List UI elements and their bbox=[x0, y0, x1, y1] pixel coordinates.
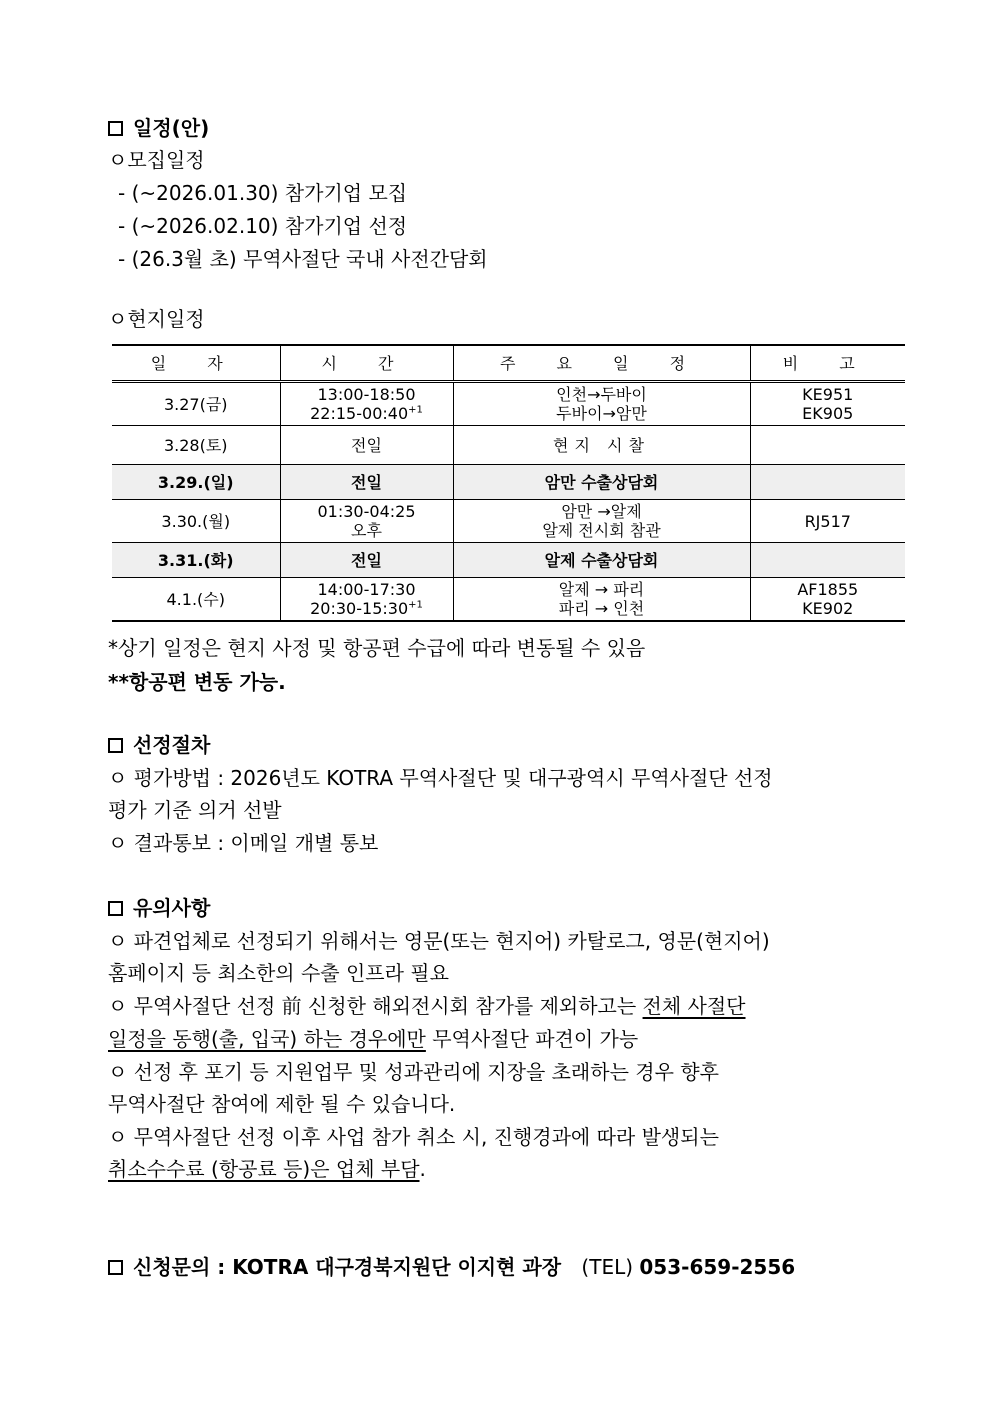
flight-number: EK905 bbox=[802, 404, 854, 423]
checkbox-square-icon bbox=[108, 901, 123, 916]
contact-label: 신청문의 : KOTRA 대구경북지원단 이지현 과장 bbox=[133, 1255, 562, 1279]
time-line: 13:00-18:50 bbox=[317, 385, 416, 404]
flight-number: AF1855 bbox=[797, 580, 859, 599]
cell-event: 암만 수출상담회 bbox=[453, 465, 750, 500]
header-note: 비 고 bbox=[750, 345, 905, 382]
time-line: $22:15-00:40^{+1}$ bbox=[310, 404, 423, 423]
table-row bbox=[112, 578, 905, 622]
recruit-heading: ㅇ모집일정 bbox=[108, 148, 205, 172]
schedule-table bbox=[112, 344, 905, 622]
recruit-item: - (26.3월 초) 무역사절단 국내 사전간담회 bbox=[118, 247, 488, 271]
table-row bbox=[112, 382, 905, 426]
cell-event: 알제 수출상담회 bbox=[453, 543, 750, 578]
caution-line: ㅇ 무역사절단 선정 이후 사업 참가 취소 시, 진행경과에 따라 발생되는 bbox=[108, 1125, 719, 1149]
cell-event bbox=[453, 500, 750, 543]
event-line: 두바이→암만 bbox=[556, 404, 647, 423]
time-line: 14:00-17:30 bbox=[317, 580, 416, 599]
time-line: $20:30-15:30^{+1}$ bbox=[310, 599, 423, 618]
tel-number: 053-659-2556 bbox=[639, 1255, 796, 1279]
table-row bbox=[112, 465, 905, 500]
evaluation-method-cont: 평가 기준 의거 선발 bbox=[108, 798, 282, 822]
cell-event: 현지 시찰 bbox=[453, 426, 750, 465]
cell-time bbox=[280, 382, 453, 426]
tel-label: (TEL) bbox=[581, 1255, 634, 1279]
checkbox-square-icon bbox=[108, 1260, 123, 1275]
time-line: 01:30-04:25 bbox=[317, 502, 416, 521]
cell-time bbox=[280, 578, 453, 622]
caution-line: ㅇ 파견업체로 선정되기 위해서는 영문(또는 현지어) 카탈로그, 영문(현지어) bbox=[108, 929, 770, 953]
selection-section-title: 선정절차 bbox=[108, 731, 210, 759]
event-line: 인천→두바이 bbox=[556, 385, 647, 404]
caution-line: 무역사절단 참여에 제한 될 수 있습니다. bbox=[108, 1092, 456, 1116]
flight-change-note: **항공편 변동 가능. bbox=[108, 670, 286, 694]
local-schedule-heading: ㅇ현지일정 bbox=[108, 307, 205, 331]
cell-note bbox=[750, 426, 905, 465]
table-row bbox=[112, 500, 905, 543]
cell-date: 4.1.(수) bbox=[112, 578, 280, 622]
cell-time: 전일 bbox=[280, 426, 453, 465]
underlined-text: 일정을 동행(출, 입국) 하는 경우에만 bbox=[108, 1027, 426, 1051]
caution-line: ㅇ 선정 후 포기 등 지원업무 및 성과관리에 지장을 초래하는 경우 향후 bbox=[108, 1060, 719, 1084]
flight-number: KE902 bbox=[802, 599, 854, 618]
header-date: 일 자 bbox=[112, 345, 280, 382]
table-header-row bbox=[112, 345, 905, 382]
time-line: 오후 bbox=[351, 521, 382, 540]
header-time: 시 간 bbox=[280, 345, 453, 382]
cell-event bbox=[453, 382, 750, 426]
cell-note: RJ517 bbox=[750, 500, 905, 543]
caution-section-title: 유의사항 bbox=[108, 894, 210, 922]
cell-note bbox=[750, 578, 905, 622]
event-line: 알제 → 파리 bbox=[558, 580, 645, 599]
event-line: 파리 → 인천 bbox=[558, 599, 645, 618]
cell-date: 3.27(금) bbox=[112, 382, 280, 426]
cell-time bbox=[280, 500, 453, 543]
caution-line: 취소수수료 (항공료 등)은 업체 부담. bbox=[108, 1157, 426, 1181]
caution-line: 홈페이지 등 최소한의 수출 인프라 필요 bbox=[108, 961, 449, 985]
flight-number: KE951 bbox=[802, 385, 854, 404]
schedule-section-title: 일정(안) bbox=[108, 114, 209, 142]
cell-note bbox=[750, 465, 905, 500]
cell-time: 전일 bbox=[280, 543, 453, 578]
caution-line: ㅇ 무역사절단 선정 前 신청한 해외전시회 참가를 제외하고는 전체 사절단 bbox=[108, 994, 746, 1018]
event-line: 암만 →알제 bbox=[561, 502, 642, 521]
underlined-text: 전체 사절단 bbox=[642, 994, 746, 1018]
recruit-item: - (~2026.01.30) 참가기업 모집 bbox=[118, 181, 408, 205]
result-notice: ㅇ 결과통보 : 이메일 개별 통보 bbox=[108, 831, 379, 855]
recruit-item: - (~2026.02.10) 참가기업 선정 bbox=[118, 214, 408, 238]
table-row bbox=[112, 426, 905, 465]
cell-date: 3.31.(화) bbox=[112, 543, 280, 578]
underlined-text: 취소수수료 (항공료 등)은 업체 부담 bbox=[108, 1157, 420, 1181]
event-line: 알제 전시회 참관 bbox=[542, 521, 661, 540]
table-row bbox=[112, 543, 905, 578]
cell-note bbox=[750, 382, 905, 426]
cell-date: 3.30.(월) bbox=[112, 500, 280, 543]
evaluation-method: ㅇ 평가방법 : 2026년도 KOTRA 무역사절단 및 대구광역시 무역사절단 선정 bbox=[108, 766, 773, 790]
cell-event bbox=[453, 578, 750, 622]
checkbox-square-icon bbox=[108, 121, 123, 136]
cell-date: 3.28(토) bbox=[112, 426, 280, 465]
checkbox-square-icon bbox=[108, 738, 123, 753]
header-event: 주 요 일 정 bbox=[453, 345, 750, 382]
cell-date: 3.29.(일) bbox=[112, 465, 280, 500]
caution-line: 일정을 동행(출, 입국) 하는 경우에만 무역사절단 파견이 가능 bbox=[108, 1027, 639, 1051]
schedule-change-note: *상기 일정은 현지 사정 및 항공편 수급에 따라 변동될 수 있음 bbox=[108, 636, 646, 660]
cell-note bbox=[750, 543, 905, 578]
cell-time: 전일 bbox=[280, 465, 453, 500]
contact-line bbox=[108, 1253, 795, 1281]
